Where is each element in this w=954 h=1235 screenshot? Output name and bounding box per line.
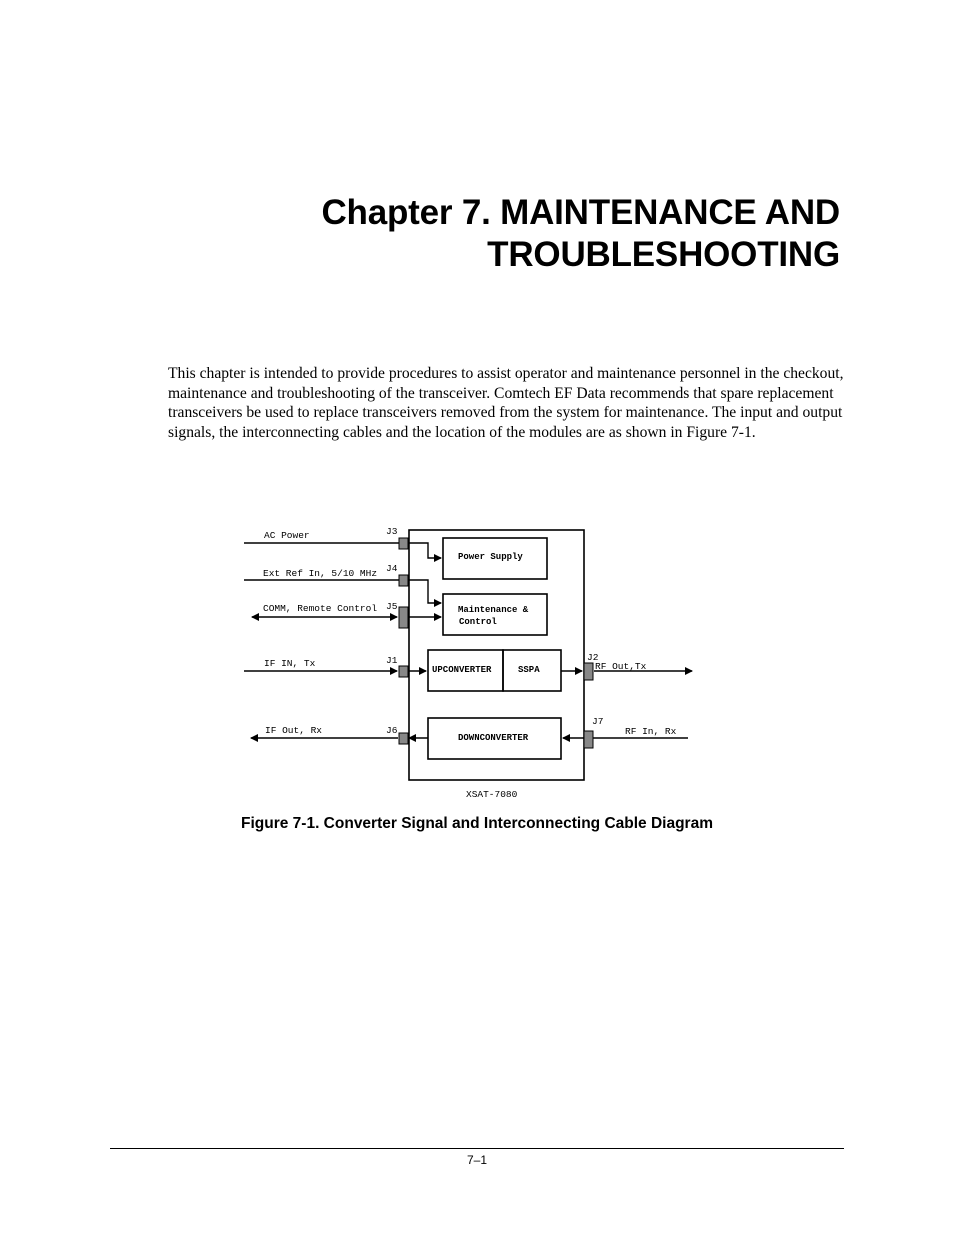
- connector-label-j4: J4: [386, 563, 398, 574]
- upconverter-label: UPCONVERTER: [432, 665, 492, 675]
- sspa-label: SSPA: [518, 665, 540, 675]
- maintenance-label-line-2: Control: [459, 617, 497, 627]
- if-in-label: IF IN, Tx: [264, 658, 316, 669]
- if-out-label: IF Out, Rx: [265, 725, 323, 736]
- rf-out-label: RF Out,Tx: [595, 661, 647, 672]
- connector-label-j1: J1: [386, 655, 398, 666]
- j3-to-power-supply: [408, 543, 441, 558]
- comm-label: COMM, Remote Control: [263, 603, 378, 614]
- intro-paragraph: This chapter is intended to provide procedures to assist operator and maintenance personnel in the checkout, maintenance and troubleshooting of the transceiver. Comtech EF Data recommends that spare replacement transceivers be used to replace transceivers removed from the system for maintenance. The input and output signals, the interconnecting cables and the location of the modules are as shown in Figure 7-1.: [168, 365, 844, 441]
- connector-label-j3: J3: [386, 526, 398, 537]
- footer-rule: [110, 1148, 844, 1149]
- chapter-title-line-2: TROUBLESHOOTING: [487, 235, 840, 274]
- chapter-title-line-1: Chapter 7. MAINTENANCE AND: [321, 193, 840, 232]
- connector-label-j7: J7: [592, 716, 604, 727]
- ext-ref-label: Ext Ref In, 5/10 MHz: [263, 568, 378, 579]
- maintenance-label-line-1: Maintenance &: [458, 605, 529, 615]
- connector-j7: [584, 731, 593, 748]
- rf-in-label: RF In, Rx: [625, 726, 677, 737]
- connector-j6: [399, 733, 408, 744]
- connector-label-j2: J2: [587, 652, 599, 663]
- connector-j3: [399, 538, 408, 549]
- j4-to-maintenance: [408, 580, 441, 603]
- unit-label: XSAT-7080: [466, 789, 518, 800]
- ac-power-label: AC Power: [264, 530, 310, 541]
- connector-label-j6: J6: [386, 725, 398, 736]
- connector-j4: [399, 575, 408, 586]
- page-number: 7–1: [466, 1153, 488, 1167]
- downconverter-label: DOWNCONVERTER: [458, 733, 529, 743]
- figure-caption: Figure 7-1. Converter Signal and Interconnecting Cable Diagram: [241, 815, 713, 832]
- connector-j2: [584, 663, 593, 680]
- connector-j5: [399, 607, 408, 628]
- connector-j1: [399, 666, 408, 677]
- power-supply-label: Power Supply: [458, 552, 523, 562]
- connector-label-j5: J5: [386, 601, 398, 612]
